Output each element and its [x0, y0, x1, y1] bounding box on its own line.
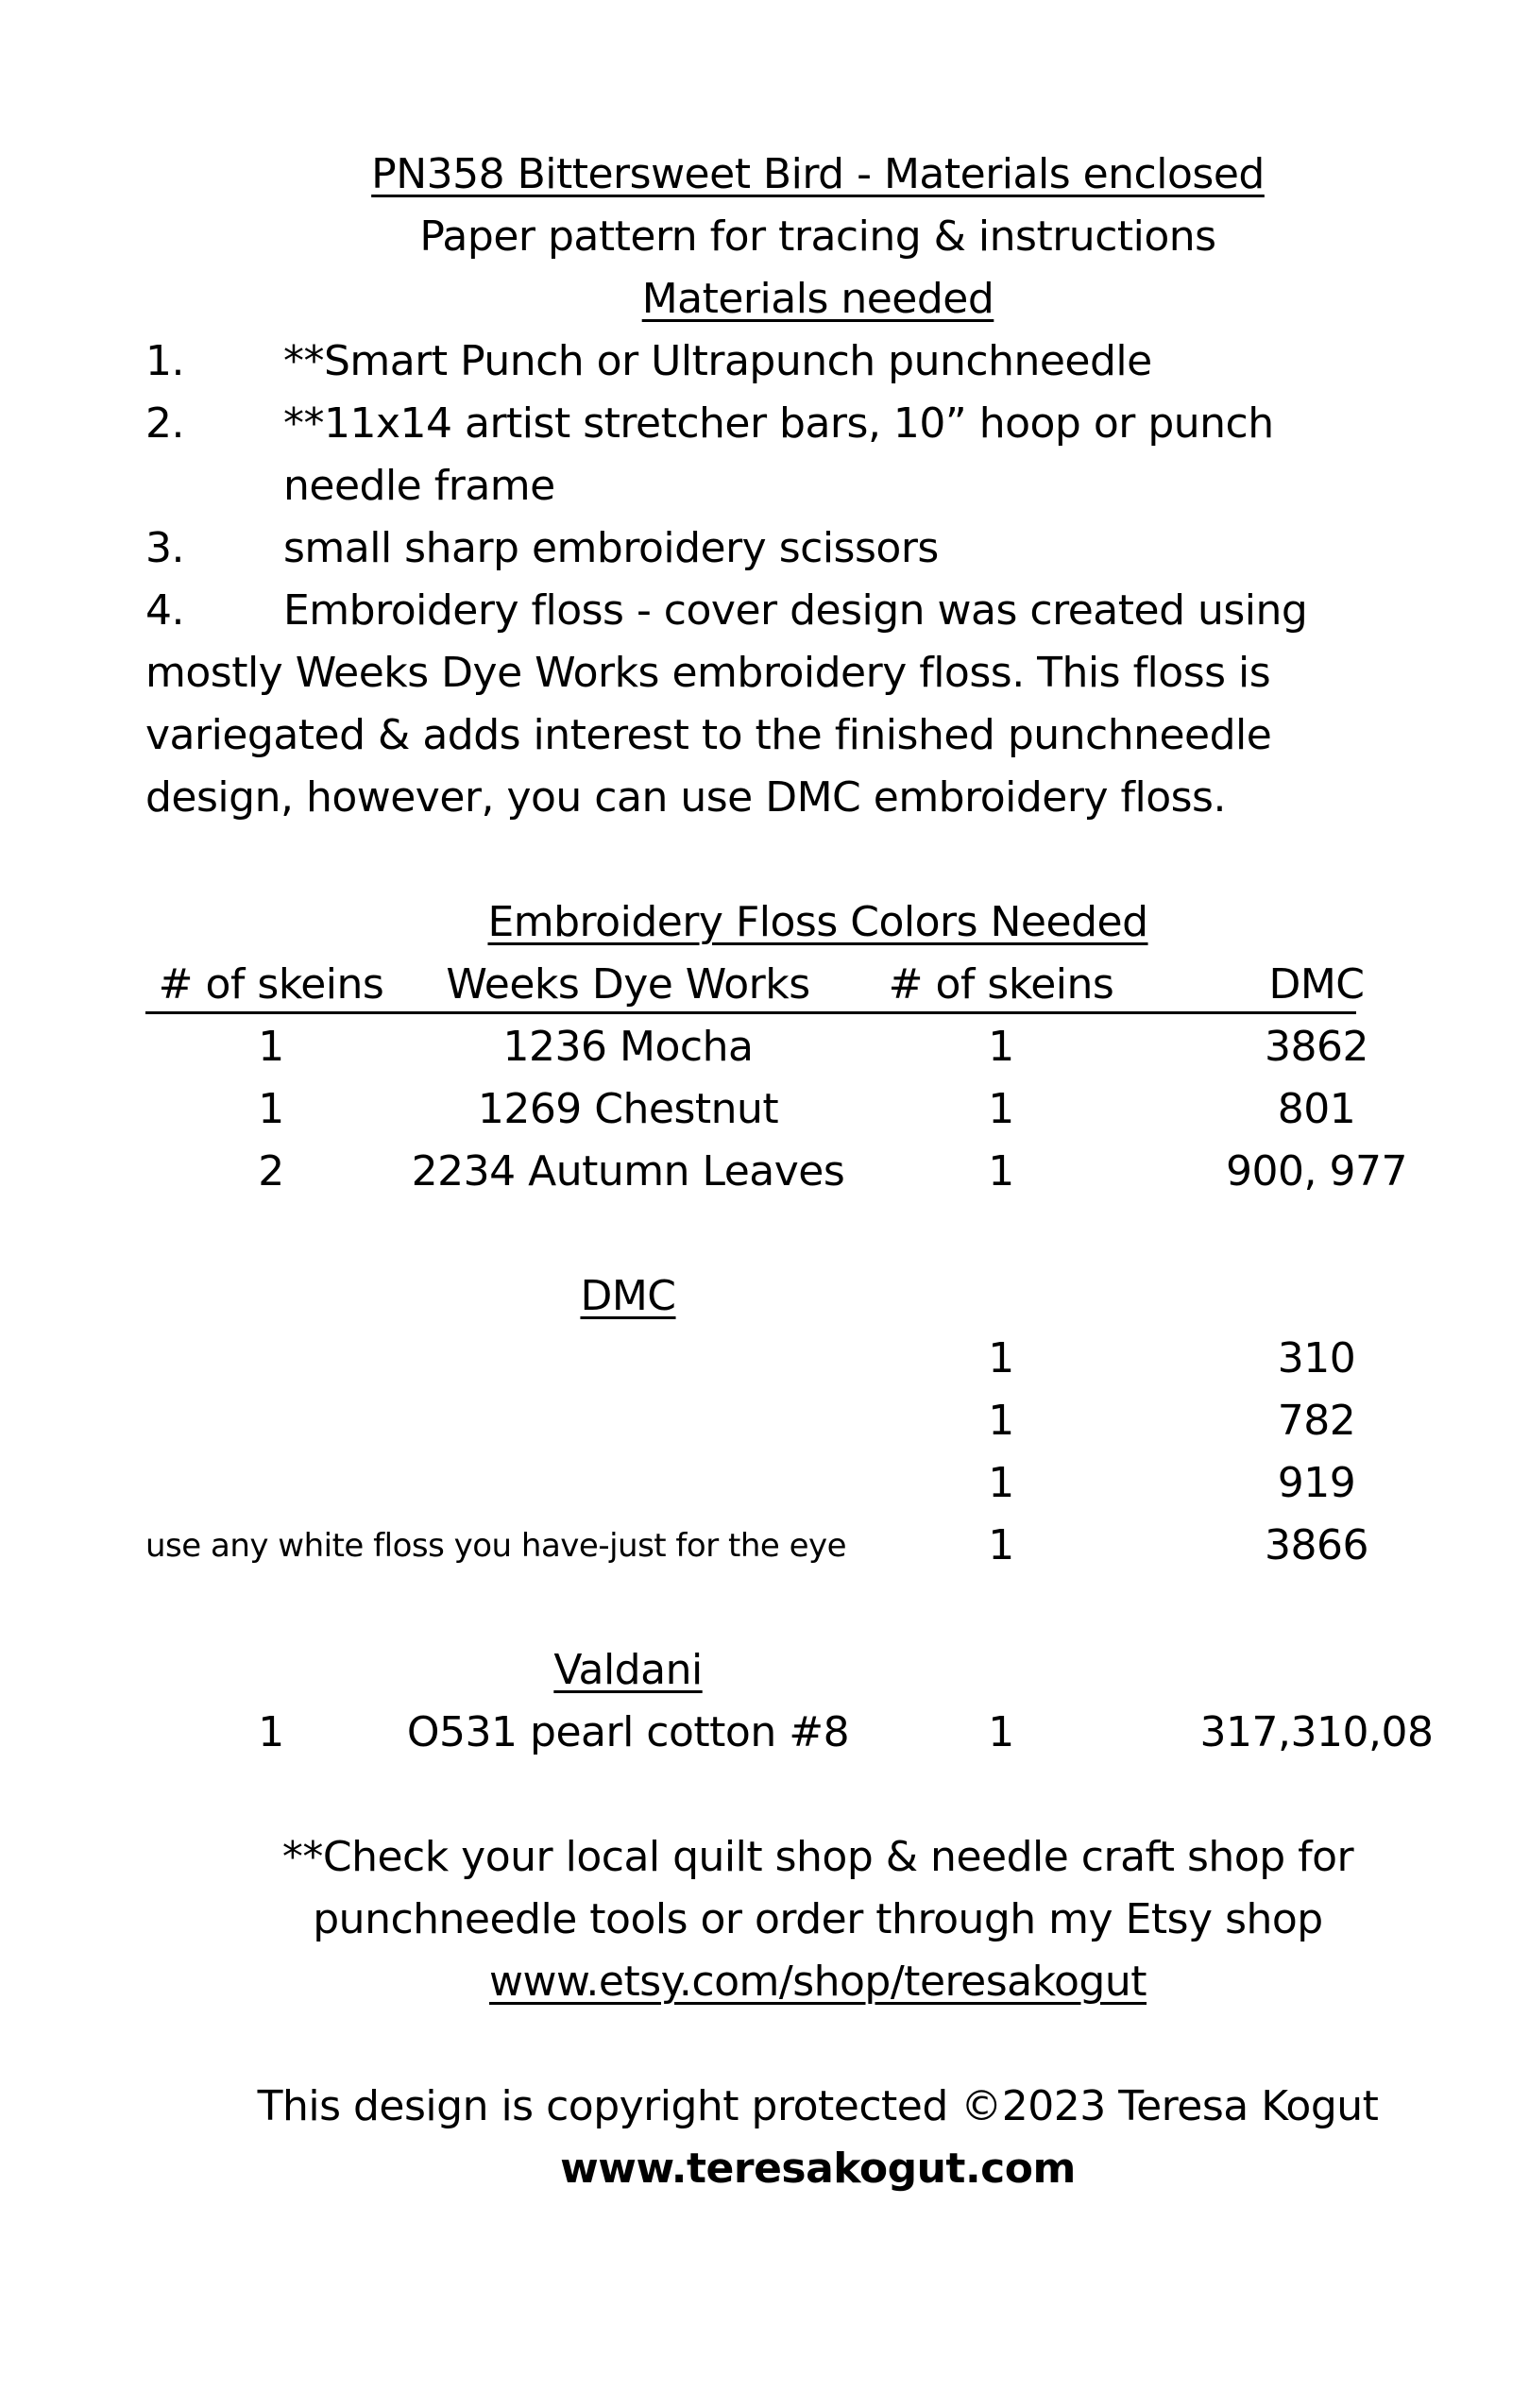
cell-weeks-color: 1236 Mocha [502, 1023, 754, 1071]
table-row [145, 1390, 1490, 1452]
item-text-line: **11x14 artist stretcher bars, 10” hoop or punch [283, 399, 1274, 448]
empty-cell [145, 1639, 397, 1702]
blank-line [145, 829, 1490, 891]
cell-skeins: 1 [988, 1521, 1014, 1569]
item-number: 1. [145, 337, 184, 385]
list-item-4 [145, 580, 1490, 642]
website-text: www.teresakogut.com [560, 2145, 1076, 2193]
blank-line [145, 1203, 1490, 1265]
header-weeks-dye-works: Weeks Dye Works [446, 960, 810, 1009]
table-row [145, 1016, 1490, 1078]
header-dmc: DMC [1268, 960, 1365, 1009]
floss-table-header-row [145, 954, 1490, 1016]
table-row [145, 1328, 1490, 1390]
paragraph-line: variegated & adds interest to the finished punchneedle [145, 711, 1272, 759]
shop-note-line-1: **Check your local quilt shop & needle craft shop for [281, 1833, 1354, 1881]
table-row [145, 1078, 1490, 1141]
floss-table [145, 954, 1490, 1203]
empty-cell [397, 1328, 859, 1390]
item-text-line: needle frame [283, 462, 555, 510]
cell-dmc-code: 3866 [1265, 1521, 1368, 1569]
cell-skeins: 1 [258, 1708, 284, 1756]
etsy-link-line [145, 1951, 1490, 2013]
cell-dmc-code: 801 [1277, 1085, 1356, 1133]
table-row [145, 1452, 1490, 1515]
empty-cell [145, 1328, 397, 1390]
cell-skeins: 1 [988, 1334, 1014, 1382]
blank-line [145, 1577, 1490, 1639]
cell-skeins: 1 [988, 1708, 1014, 1756]
page-title [145, 144, 1490, 206]
cell-skeins: 1 [988, 1147, 1014, 1196]
empty-cell [145, 1265, 397, 1328]
page-title-text: PN358 Bittersweet Bird - Materials enclosed [371, 150, 1265, 198]
cell-dmc-code: 310 [1277, 1334, 1356, 1382]
dmc-section-heading [397, 1265, 859, 1328]
valdani-row [145, 1702, 1490, 1764]
cell-skeins: 1 [258, 1023, 284, 1071]
list-item-2 [145, 393, 1490, 517]
empty-cell [397, 1390, 859, 1452]
cell-skeins: 1 [258, 1085, 284, 1133]
table-row-white-floss [145, 1515, 1490, 1577]
item-text: small sharp embroidery scissors [283, 524, 939, 572]
blank-line [145, 2013, 1490, 2076]
materials-list [145, 331, 1490, 829]
cell-skeins: 1 [988, 1397, 1014, 1445]
materials-heading-text: Materials needed [641, 275, 994, 323]
dmc-heading-row [145, 1265, 1490, 1328]
table-row [145, 1141, 1490, 1203]
empty-cell [397, 1452, 859, 1515]
item-text [283, 393, 1490, 517]
cell-dmc-code: 782 [1277, 1397, 1356, 1445]
cell-valdani-color: O531 pearl cotton #8 [406, 1708, 850, 1756]
item-text: **Smart Punch or Ultrapunch punchneedle [283, 337, 1152, 385]
valdani-section-heading-text: Valdani [553, 1646, 703, 1694]
page-subtitle: Paper pattern for tracing & instructions [419, 212, 1216, 261]
cell-weeks-color: 2234 Autumn Leaves [411, 1147, 845, 1196]
item-number: 2. [145, 399, 184, 448]
paragraph-line: design, however, you can use DMC embroidery floss. [145, 773, 1226, 822]
cell-dmc-code: 919 [1277, 1459, 1356, 1507]
materials-heading [145, 268, 1490, 331]
cell-dmc-code: 3862 [1265, 1023, 1368, 1071]
header-skeins-2: # of skeins [888, 960, 1114, 1009]
white-floss-note: use any white floss you have-just for the eye [145, 1527, 847, 1565]
cell-dmc-code: 317,310,08 [1199, 1708, 1434, 1756]
cell-skeins: 1 [988, 1023, 1014, 1071]
cell-dmc-code: 900, 977 [1226, 1147, 1407, 1196]
valdani-heading-row [145, 1639, 1490, 1702]
empty-cell [145, 1390, 397, 1452]
cell-skeins: 1 [988, 1459, 1014, 1507]
etsy-link[interactable]: www.etsy.com/shop/teresakogut [489, 1958, 1147, 2006]
paragraph-line: mostly Weeks Dye Works embroidery floss. This floss is [145, 649, 1271, 697]
cell-weeks-color: 1269 Chestnut [477, 1085, 779, 1133]
copyright-line: This design is copyright protected ©2023 Teresa Kogut [257, 2082, 1379, 2130]
list-item-1 [145, 331, 1490, 393]
item-text: Embroidery floss - cover design was created using [283, 586, 1308, 635]
shop-note-line-2: punchneedle tools or order through my Etsy shop [313, 1895, 1323, 1943]
floss-table-title-text: Embroidery Floss Colors Needed [487, 898, 1148, 946]
empty-cell [145, 1452, 397, 1515]
item-number: 3. [145, 524, 184, 572]
header-skeins-1: # of skeins [158, 960, 384, 1009]
valdani-section-heading [397, 1639, 859, 1702]
list-item-3 [145, 517, 1490, 580]
cell-skeins: 2 [258, 1147, 284, 1196]
header-underline-rule [145, 1011, 1356, 1014]
item-number: 4. [145, 586, 184, 635]
floss-table-title [145, 891, 1490, 954]
cell-skeins: 1 [988, 1085, 1014, 1133]
dmc-table [145, 1328, 1490, 1577]
dmc-section-heading-text: DMC [580, 1272, 676, 1320]
blank-line [145, 1764, 1490, 1826]
